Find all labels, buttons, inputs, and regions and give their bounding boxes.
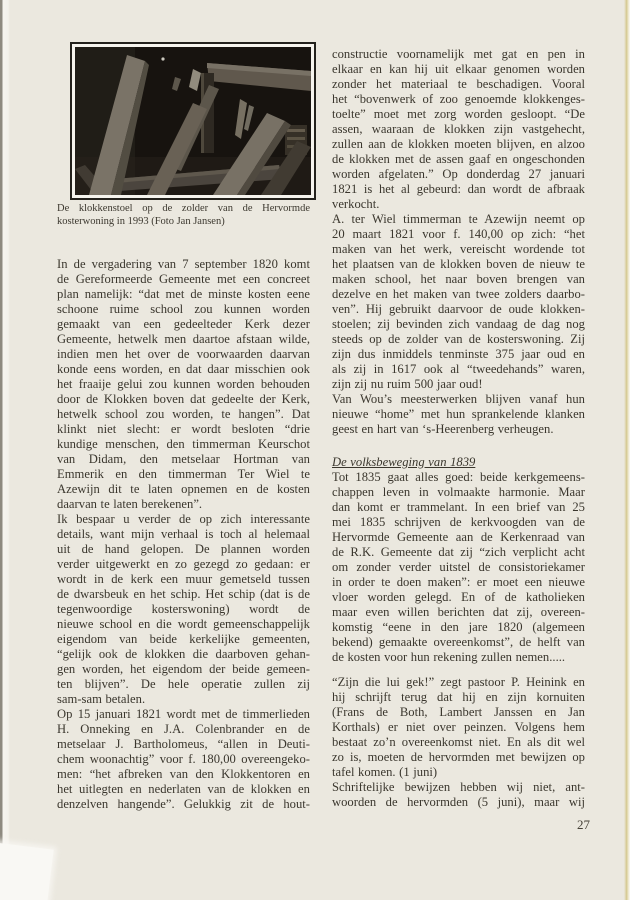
text-line: A. ter Wiel timmerman te Azewijn neemt op [332, 212, 585, 226]
text-line: constructie voornamelijk met gat en pen in [332, 47, 585, 61]
text-line: mei 1835 schrijven de kerkvoogden van de [332, 515, 585, 529]
text-line: Ik bespaar u verder de op zich interessante [57, 512, 310, 526]
text-line: nieuwe “home” met hun sprankelende klanken [332, 407, 585, 421]
klokkenstoel-photo [75, 47, 311, 195]
text-line: chem woonachtig” voor f. 180,00 overeengeko- [57, 752, 310, 766]
page-right-edge-artifact [624, 0, 630, 900]
text-line: komstig “eene in den jare 1820 (algemeen [332, 620, 585, 634]
text-line: details, want mijn verhaal is toch al helemaal [57, 527, 310, 541]
text-line: (Frans de Both, Lambert Janssen en Jan [332, 705, 585, 719]
text-line: Emmerik en den timmerman Ter Wiel te [57, 467, 310, 481]
text-line: het plaatsen van de klokken boven de nieuw te [332, 257, 585, 271]
text-line: zijn zij nu ruim 500 jaar oud! [332, 377, 483, 391]
text-line: Tot 1835 gaat alles goed: beide kerkgemeens- [332, 470, 585, 484]
text-line: de klokken met de assen gaaf en ongeschonden [332, 152, 585, 166]
text-line: steeds op de zolder van de kosterswoning. Zij [332, 332, 585, 346]
text-line: om zonder verder uitstel de consistoriekamer [332, 560, 585, 574]
caption-line: De klokkenstoel op de zolder van de Hervormde [57, 203, 310, 214]
text-line: schoone ruime school zou kunnen worden [57, 302, 310, 316]
text-line: bekend) gemaakte overeenkomst”, de helft van [332, 635, 585, 649]
text-line: Gemeente, hetwelk men daartoe afstaan wilde, [57, 332, 310, 346]
text-line: “gelijk ook de klokken die daarboven gehan- [57, 647, 310, 661]
paragraph [332, 675, 585, 780]
text-line: daarvan te laten berekenen”. [57, 497, 203, 511]
text-line: denzelven hangende”. Gelukkig zit de hout- [57, 797, 310, 811]
text-line: de dwarsbeuk en het schip. Het schip (dat is de [57, 587, 310, 601]
text-line: ven”. Hij gebruikt daarvoor de oude klokken- [332, 302, 585, 316]
text-line: ten blijven”. De hele operatie zullen zij [57, 677, 310, 691]
text-line: hetwelk school zou worden, te hangen”. Dat [57, 407, 310, 421]
text-line: tegenwoordige kosterswoning) wordt de [57, 602, 310, 616]
text-line: kundige menschen, den timmerman Keurschot [57, 437, 310, 451]
text-line: plan namelijk: “dat met de minste kosten eene [57, 287, 310, 301]
column-right [332, 47, 585, 810]
text-line: bestaat zo’n overeenkomst niet. En als dit wel [332, 735, 585, 749]
text-line: elkaar en kan hij uit elkaar genomen worden [332, 62, 585, 76]
text-line: zullen aan de klokken moeten blijven, en alzoo [332, 137, 585, 151]
text-line: nieuwe school en die wordt gemeenschappelijk [57, 617, 310, 631]
text-line: in order te doen maken”: er moet een nieuwe [332, 575, 585, 589]
text-line: 20 maart 1821 voor f. 140,00 op zich: “het [332, 227, 585, 241]
paragraph [332, 780, 585, 810]
photo-figure [70, 42, 316, 200]
text-line: Azewijn dit te laten opnemen en de kosten [57, 482, 310, 496]
text-line: maken school, het naar boven brengen van [332, 272, 585, 286]
paragraph [332, 47, 585, 212]
text-line: indien men het over de voorwaarden daarvan [57, 347, 310, 361]
text-line: Van Wou’s meesterwerken blijven vanaf hun [332, 392, 585, 406]
text-line: konde eens worden, en dat daar misschien ook [57, 362, 310, 376]
column-left [57, 257, 310, 812]
text-line: In de vergadering van 7 september 1820 komt [57, 257, 310, 271]
text-line: Korthals) er niet over peinzen. Volgens hem [332, 720, 585, 734]
text-line: dan komt er trammelant. In een brief van 25 [332, 500, 585, 514]
text-line: het fraaije gelui zou kunnen worden behouden [57, 377, 310, 391]
page-corner-artifact [0, 843, 54, 900]
paragraph [332, 470, 585, 665]
text-line: eigendom van beide kerkelijke gemeenten, [57, 632, 310, 646]
text-line: H. Onneking en J.A. Colenbrander en de [57, 722, 310, 736]
text-line: zijn dus inmiddels tenminste 375 jaar oud en [332, 347, 585, 361]
text-line: van Didam, den metselaar Hortman van [57, 452, 310, 466]
text-line: het “bovenwerk of zoo genoemde klokkenges- [332, 92, 585, 106]
text-line: stoelen; zij bevinden zich vandaag de dag nog [332, 317, 585, 331]
text-line: dezelve en het maken van twee zolders daarbo- [332, 287, 585, 301]
text-line: zonder het materiaal te beschadigen. Vooral [332, 77, 585, 91]
text-line: chappen leven in volmaakte harmonie. Maar [332, 485, 585, 499]
text-line: verkocht. [332, 197, 380, 211]
text-line: de R.K. Gemeente dat zij “zich verplicht acht [332, 545, 585, 559]
text-line: hij schrijft terug dat hij en zijn kornuiten [332, 690, 585, 704]
paragraph [332, 392, 585, 437]
text-line: door de Klokken boven dat gedeelte der Kerk, [57, 392, 310, 406]
text-line: worden afgelaten.” Op donderdag 27 januari [332, 167, 585, 181]
text-line: Op 15 januari 1821 wordt met de timmerlieden [57, 707, 310, 721]
paragraph [332, 212, 585, 392]
text-line: toelte” moet met zorg worden gesloopt. “De [332, 107, 585, 121]
section-heading: De volksbeweging van 1839 [332, 455, 476, 469]
page-left-edge-artifact [0, 0, 10, 900]
text-line: gemaakt van een gedeelteder Kerk dezer [57, 317, 310, 331]
text-line: het uitlegten en nederlaten van de klokken en [57, 782, 310, 796]
text-line: sam-sam betalen. [57, 692, 146, 706]
text-line: Schriftelijke bewijzen hebben wij niet, ant- [332, 780, 585, 794]
page-number: 27 [577, 817, 590, 832]
text-line: klinkt niet slecht: er wordt besloten “drie [57, 422, 310, 436]
text-line: tafel komen. (1 juni) [332, 765, 438, 779]
text-line: de Gereformeerde Gemeente met een concreet [57, 272, 310, 286]
text-line: vloer worden gelegd. En of de katholieken [332, 590, 585, 604]
text-line: assen, waaraan de klokken zijn vastgehecht, [332, 122, 585, 136]
text-line: uit de hand gelopen. De plannen worden [57, 542, 310, 556]
text-line: wordt in de kerk een muur gemetseld tussen [57, 572, 310, 586]
text-line: als zij in 1617 ook al “tweedehands” waren, [332, 362, 585, 376]
text-line: maken van het werk, vereischt wordende tot [332, 242, 585, 256]
paragraph [57, 707, 310, 812]
text-line: metselaar J. Bartholomeus, “allen in Deuti- [57, 737, 310, 751]
text-line: Hervormde Gemeente aan de Kerkenraad van [332, 530, 585, 544]
text-line: zo is, moeten de hervormden met bewijzen op [332, 750, 585, 764]
text-line: gen worden, het eigendom der beide gemeen- [57, 662, 310, 676]
photo-caption [57, 203, 310, 228]
text-line: 1821 is het al gebeurd: dan wordt de afbraak [332, 182, 585, 196]
text-line: verder uitgewerkt en zo gezegd zo gedaan: er [57, 557, 310, 571]
caption-line: kosterwoning in 1993 (Foto Jan Jansen) [57, 215, 225, 227]
text-line: woorden de hervormden (5 juni), maar wij [332, 795, 585, 809]
paragraph [57, 257, 310, 512]
text-line: de kosten voor hun rekening zullen nemen..... [332, 650, 566, 664]
text-line: men: “het afbreken van den Klokkentoren en [57, 767, 310, 781]
paragraph [57, 512, 310, 707]
text-line: “Zijn die lui gek!” zegt pastoor P. Heinink en [332, 675, 585, 689]
text-line: maar even willen berichten dat zij, overeen- [332, 605, 585, 619]
text-line: geest en hart van ‘s-Heerenberg verheugen. [332, 422, 554, 436]
